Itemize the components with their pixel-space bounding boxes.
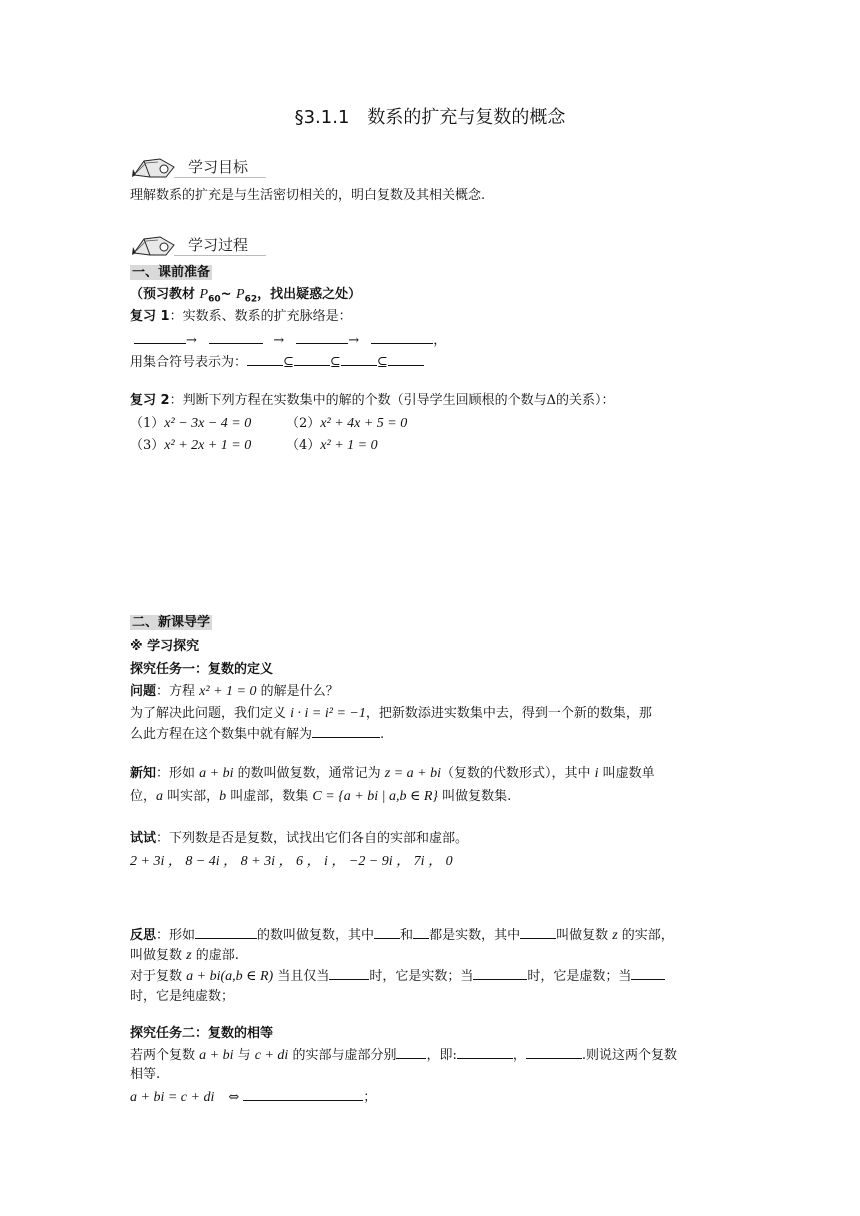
task1-heading: 探究任务一：复数的定义 <box>130 662 274 677</box>
goal-text: 理解数系的扩充是与生活密切相关的，明白复数及其相关概念. <box>130 188 486 203</box>
part1-heading: 一、课前准备 <box>132 265 211 280</box>
definition-line-2: 么此方程在这个数集中就有解为 . <box>130 727 385 742</box>
review2: 复习 2：判断下列方程在实数集中的解的个数（引导学生回顾根的个数与Δ的关系）： <box>130 393 615 408</box>
process-heading: 学习过程 <box>188 236 249 254</box>
goal-heading-rule <box>174 177 266 178</box>
book-icon <box>130 233 180 257</box>
new-knowledge-line-2: 位，a 叫实部，b 叫虚部，数集 C = {a + bi | a,b ∈ R} 叫做复数集. <box>130 789 512 804</box>
equation-1: （1）x² − 3x − 4 = 0 <box>130 416 252 431</box>
reflection-line-2: 叫做复数 z 的虚部. <box>130 948 239 963</box>
question-line: 问题：方程 x² + 1 = 0 的解是什么？ <box>130 684 339 699</box>
equation-4: （4）x² + 1 = 0 <box>286 438 378 453</box>
page-title: §3.1.1 数系的扩充与复数的概念 <box>294 107 566 128</box>
goal-section-header <box>130 155 280 179</box>
definition-line-1: 为了解决此问题，我们定义 i · i = i² = −1，把新数添进实数集中去，得到一个新的数集，那 <box>130 706 652 721</box>
try-number-list: 2 + 3i ， 8 − 4i ， 8 + 3i ， 6 ， i ， −2 − 9i ， 7i ， 0 <box>130 854 453 869</box>
task2-heading: 探究任务二：复数的相等 <box>130 1026 274 1041</box>
number-system-chain: → → → ， <box>134 331 446 350</box>
reflection-line-3: 对于复数 a + bi(a,b ∈ R) 当且仅当 时，它是实数；当 时，它是虚数；当 <box>130 967 665 986</box>
reflection-line-1: 反思：形如 的数叫做复数，其中 和 都是实数，其中 叫做复数 z 的实部， <box>130 928 674 943</box>
set-notation-line: 用集合符号表示为： ⊆ ⊆ ⊆ <box>130 353 424 372</box>
blank <box>209 331 263 344</box>
explore-heading: ※ 学习探究 <box>130 639 200 654</box>
book-icon <box>130 155 180 179</box>
equality-condition: a + bi = c + di ⇔ ； <box>130 1090 377 1105</box>
blank <box>296 331 348 344</box>
prep-note: （预习教材 $P_{60}\sim$ $P_{62}$，找出疑惑之处） <box>130 287 362 305</box>
process-section-header <box>130 233 280 257</box>
equality-line-1: 若两个复数 a + bi 与 c + di 的实部与虚部分别 ，即: ， .则说这两个复数 <box>130 1048 677 1063</box>
blank <box>134 331 186 344</box>
equation-2: （2）x² + 4x + 5 = 0 <box>286 416 408 431</box>
goal-heading: 学习目标 <box>188 158 249 176</box>
reflection-line-4: 时，它是纯虚数； <box>130 989 235 1004</box>
review1: 复习 1：实数系、数系的扩充脉络是： <box>130 309 352 324</box>
process-heading-rule <box>174 255 266 256</box>
new-knowledge-line-1: 新知：形如 a + bi 的数叫做复数，通常记为 z = a + bi（复数的代数形式），其中 i 叫虚数单 <box>130 766 655 781</box>
blank <box>371 331 433 344</box>
part2-heading: 二、新课导学 <box>132 615 211 630</box>
equality-line-2: 相等. <box>130 1067 161 1082</box>
equation-3: （3）x² + 2x + 1 = 0 <box>130 438 252 453</box>
try-line: 试试：下列数是否是复数，试找出它们各自的实部和虚部。 <box>130 831 469 846</box>
